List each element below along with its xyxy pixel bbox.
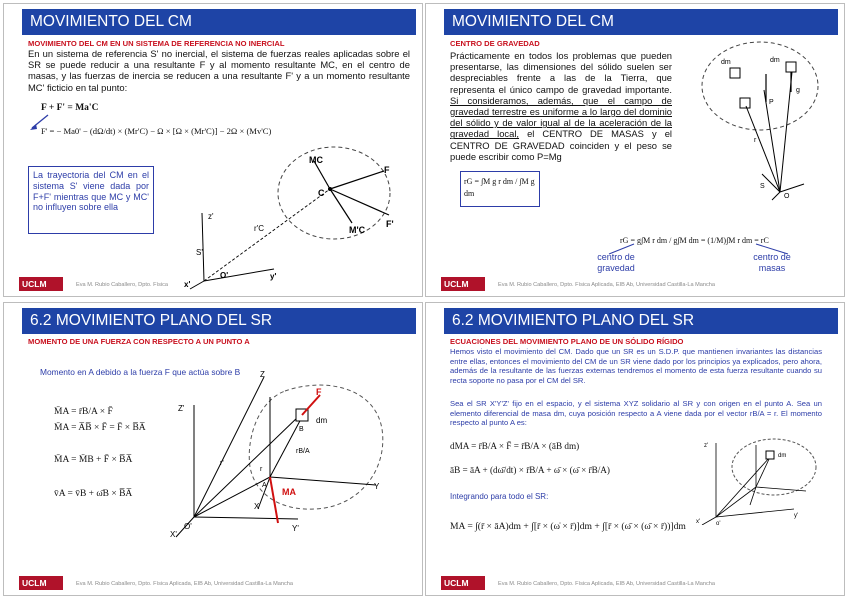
label-f: F	[384, 165, 390, 175]
label-mc: MC	[309, 155, 323, 165]
slide-body: En un sistema de referencia S' no inercial, el sistema de fuerzas reales aplicadas sobre el SR se puede reducir a una resultante F y al momento resultante MC, en el centro de masas, y las fuerzas de inercia se reducen a una resultante F' y a un momento resultante MC' ficticio en tal punto:	[28, 48, 410, 93]
label-dm: dm	[316, 416, 328, 425]
slide-subtitle: ECUACIONES DEL MOVIMIENTO PLANO DE UN SÓLIDO RÍGIDO	[450, 337, 684, 346]
label-mc-prime: M'C	[349, 225, 366, 235]
slide-footer	[426, 272, 844, 296]
equation-2: F' = − Ma0' − (dΩ/dt) × (Mr'C) − Ω × [Ω × (Mr'C)] − 2Ω × (Mv'C)	[41, 126, 272, 136]
label-y: y'	[270, 272, 277, 281]
slide-intro: Momento en A debido a la fuerza F que actúa sobre B	[40, 367, 241, 377]
label-f: F	[316, 387, 322, 397]
label-o: O'	[220, 271, 229, 280]
label-g: g	[796, 87, 800, 94]
label-dm-2: dm	[770, 57, 780, 64]
label-o-prime: O'	[184, 522, 192, 531]
label-z: z'	[208, 212, 214, 221]
label-dm: dm	[721, 59, 731, 66]
label-b: B	[299, 426, 304, 433]
slide-title: 6.2 MOVIMIENTO PLANO DEL SR	[22, 308, 416, 334]
uclm-logo: UCLM	[19, 277, 63, 291]
equation-3: MA = ∫(r̄ × āA)dm + ∫[r̄ × (ω̇ × r̄)]dm + ∫[r̄ × (ω̄ × (ω̄ × r̄))]dm	[450, 521, 686, 532]
equation-1: dMA = r̄B/A × F̄ = r̄B/A × (āB dm)	[450, 441, 580, 451]
label-centro-gravedad: centro de gravedad	[597, 252, 635, 274]
equation-2: āB = āA + (dω̄/dt) × r̄B/A + ω̄ × (ω̄ × r̄B/A)	[450, 465, 610, 475]
equation-3: M̄A = M̄B + F̄ × B̅A̅	[54, 455, 133, 465]
label-rba: rB/A	[296, 448, 310, 455]
label-dm: dm	[778, 453, 787, 459]
slide-footer	[4, 272, 422, 296]
body-part-1: Prácticamente en todos los problemas que pueden presentarse, las dimensiones del sólido suelen ser despreciables frente a las de la Tierra, que representa el único campo de gravedad importante.	[450, 50, 672, 95]
moment-figure	[170, 369, 395, 541]
body-part-2: Si consideramos, además, que el campo de gravedad terrestre es uniforme a lo largo del dominio del sólido y de valor igual al de la aceleración de la gravedad local,	[450, 94, 672, 140]
slide-subtitle: MOVIMIENTO DEL CM EN UN SISTEMA DE REFERENCIA NO INERCIAL	[28, 39, 285, 48]
uclm-logo: UCLM	[19, 576, 63, 590]
label-centro-masas: centro de masas	[753, 252, 791, 274]
slide-2	[425, 3, 845, 297]
slide-3	[3, 302, 423, 596]
label-z: z'	[704, 443, 709, 449]
cm-figure	[184, 141, 414, 291]
equation-1: M̄A = r̄B/A × F̄	[54, 407, 113, 417]
rigid-body-figure	[696, 435, 826, 525]
slide-title: MOVIMIENTO DEL CM	[22, 9, 416, 35]
blue-arrow	[26, 112, 66, 132]
slide-body	[450, 50, 672, 162]
paragraph-2: Sea el SR X'Y'Z' fijo en el espacio, y el sistema XYZ solidario al SR y con origen en el punto A. Sea un elemento diferencial de masa dm, cuya posición respecto a A viene dada por el vector rB/A = r. El momento respecto al punto A es:	[450, 399, 822, 428]
label-x: x'	[184, 280, 191, 289]
label-o: O	[784, 193, 790, 200]
uclm-logo: UCLM	[441, 576, 485, 590]
label-c: C	[318, 188, 325, 198]
slide-subtitle: MOMENTO DE UNA FUERZA CON RESPECTO A UN PUNTO A	[28, 337, 250, 346]
gravity-center-formula-box: rG = ∫M g r dm / ∫M g dm	[460, 171, 540, 207]
label-s: S	[760, 183, 765, 190]
slide-4	[425, 302, 845, 596]
label-z: Z	[260, 370, 265, 379]
label-y: Y	[374, 482, 380, 491]
arrow-left-cg	[604, 238, 644, 258]
gravity-figure	[688, 34, 838, 204]
label-rc: r'C	[254, 224, 264, 233]
label-x: x'	[696, 519, 701, 525]
label-s: S'	[196, 248, 203, 257]
slide-1	[3, 3, 423, 297]
integration-note: Integrando para todo el SR:	[450, 492, 549, 501]
footer-credit: Eva M. Rubio Caballero, Dpto. Física Aplicada, EIB Ab, Universidad Castilla-La Mancha	[76, 581, 294, 587]
label-x: X	[254, 502, 260, 511]
label-ma: MA	[282, 487, 296, 497]
label-x-prime: X'	[170, 530, 177, 539]
slide-title: MOVIMIENTO DEL CM	[444, 9, 838, 35]
uclm-logo: UCLM	[441, 277, 485, 291]
label-a: A	[262, 482, 267, 489]
slide-title: 6.2 MOVIMIENTO PLANO DEL SR	[444, 308, 838, 334]
footer-credit: Eva M. Rubio Caballero, Dpto. Física Aplicada, EIB Ab, Universidad Castilla-La Mancha	[498, 282, 716, 288]
footer-credit: Eva M. Rubio Caballero, Dpto. Física Aplicada, EIB Ab, Universidad Castilla-La Mancha	[498, 581, 716, 587]
footer-credit: Eva M. Rubio Caballero, Dpto. Física	[76, 282, 169, 288]
label-y: y'	[794, 513, 799, 519]
slide-subtitle: CENTRO DE GRAVEDAD	[450, 39, 540, 48]
label-p: P	[769, 99, 774, 106]
note-box: La trayectoria del CM en el sistema S' viene dada por F+F' mientras que MC y MC' no influyen sobre ella	[28, 166, 154, 234]
body-part-3: el CENTRO DE MASAS y el CENTRO DE GRAVEDAD coinciden y el peso se puede escribir como P=Mg	[450, 128, 672, 162]
equation-4: v̄A = v̄B + ω̄B × B̅A̅	[54, 489, 133, 499]
label-r: r	[260, 466, 263, 473]
paragraph-1: Hemos visto el movimiento del CM. Dado que un SR es un S.D.P. que mantienen invariantes las distancias entre ellas, entonces el movimiento del CM de un SR viene dado por los principios ya explicados, pero ahora, además de la resultante de las fuerzas externas tendremos el momento de esta fuerza resultante cuando su recta soporte no pasa por el CM del SR.	[450, 347, 822, 385]
label-f-prime: F'	[386, 219, 394, 229]
equation-2: M̄A = A̅B̅ × F̄ = F̄ × B̅A̅	[54, 423, 146, 433]
gravity-equation: rG = g∫M r dm / g∫M dm = (1/M)∫M r dm = rC	[620, 236, 769, 245]
slide-footer	[4, 571, 422, 595]
arrow-right-cm	[748, 238, 798, 258]
label-y-prime: Y'	[292, 524, 299, 533]
label-r: r	[754, 137, 757, 144]
equation-1: F + F' = Ma'C	[41, 103, 99, 113]
label-z-prime: Z'	[178, 404, 185, 413]
label-o: o'	[716, 521, 721, 525]
slide-footer	[426, 571, 844, 595]
label-r-prime: r'	[220, 460, 224, 467]
